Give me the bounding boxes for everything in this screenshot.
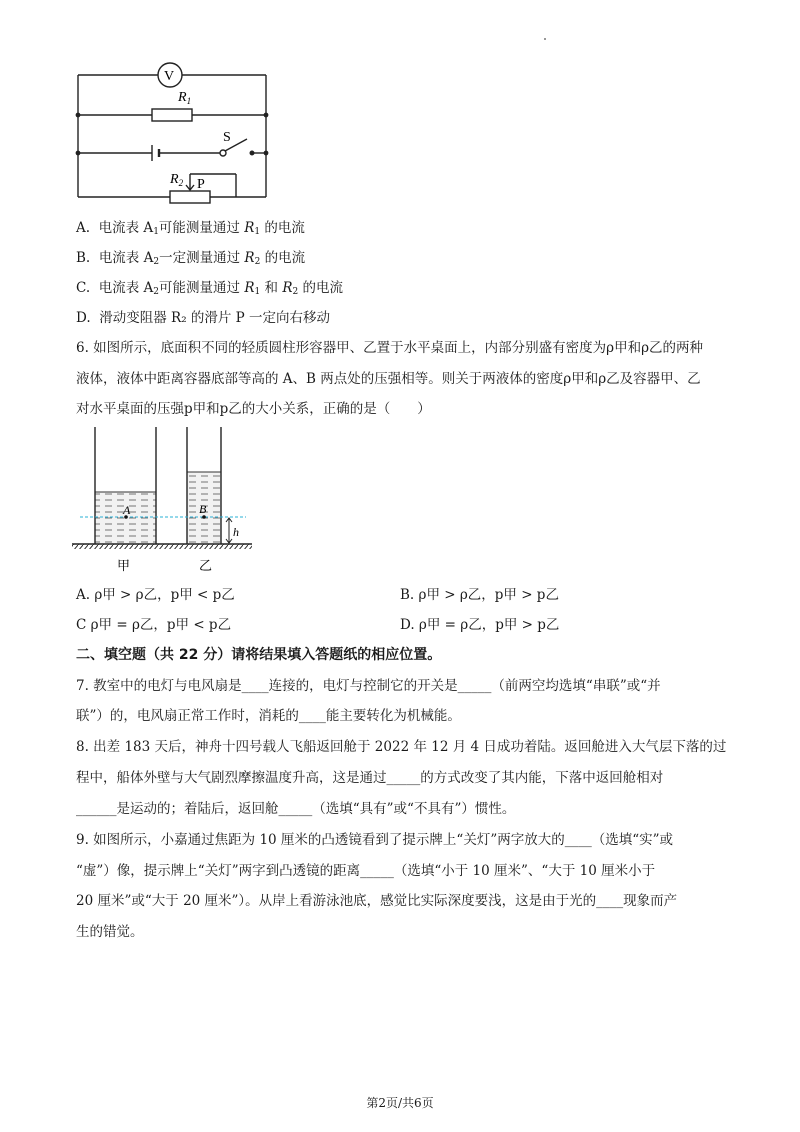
q6-option-c: C ρ甲 = ρ乙，p甲 < p乙 <box>76 617 232 633</box>
q6-option-a: A. ρ甲 > ρ乙，p甲 < p乙 <box>76 587 235 603</box>
q6-option-b: B. ρ甲 > ρ乙，p甲 > p乙 <box>400 587 559 603</box>
q6-line-2: 液体，液体中距离容器底部等高的 A、B 两点处的压强相等。则关于两液体的密度ρ甲和ρ乙及容器甲、乙 <box>76 371 701 387</box>
q9-line-4: 生的错觉。 <box>76 924 144 940</box>
container-jia-label: 甲 <box>117 559 131 574</box>
slider-label: P <box>197 177 205 192</box>
page-footer: 第2页/共6页 <box>366 1096 434 1110</box>
point-b-label: B <box>199 502 207 516</box>
q8-line-1: 8. 出差 183 天后，神舟十四号载人飞船返回舱于 2022 年 12 月 4 日成功着陆。返回舱进入大气层下落的过 <box>76 739 727 755</box>
containers-figure <box>68 425 268 575</box>
q6-option-d: D. ρ甲 = ρ乙，p甲 > p乙 <box>400 617 560 633</box>
switch-label: S <box>223 130 231 145</box>
q5-option-a: A. 电流表 $A_1$可能测量通过 $R_1$ 的电流 <box>76 220 305 237</box>
point-a-label: A <box>123 503 131 517</box>
q9-line-2: “虚”）像，提示牌上“关灯”两字到凸透镜的距离_____（选填“小于 10 厘米”、“大于 10 厘米小于 <box>76 863 656 879</box>
q9-line-1: 9. 如图所示，小嘉通过焦距为 10 厘米的凸透镜看到了提示牌上“关灯”两字放大的____（选填“实”或 <box>76 832 674 848</box>
q8-line-3: ______是运动的；着陆后，返回舱_____（选填“具有”或“不具有”）惯性。 <box>76 801 516 817</box>
r2-label: $R_2$ <box>170 172 184 188</box>
container-yi-label: 乙 <box>199 559 213 574</box>
q5-option-b: B. 电流表 $A_2$一定测量通过 $R_2$ 的电流 <box>76 250 306 267</box>
section-2-title: 二、填空题（共 22 分）请将结果填入答题纸的相应位置。 <box>76 647 442 663</box>
voltmeter-label: V <box>164 69 175 84</box>
q6-line-1: 6. 如图所示，底面积不同的轻质圆柱形容器甲、乙置于水平桌面上，内部分别盛有密度为ρ甲和ρ乙的两种 <box>76 340 704 356</box>
q8-line-2: 程中，船体外壁与大气剧烈摩擦温度升高，这是通过_____的方式改变了其内能，下落中返回舱相对 <box>76 770 664 786</box>
scan-dot <box>544 38 546 40</box>
height-label: h <box>233 525 239 539</box>
q5-option-d: D. 滑动变阻器 R₂ 的滑片 P 一定向右移动 <box>76 310 331 326</box>
q5-option-c: C. 电流表 $A_2$可能测量通过 $R_1$ 和 $R_2$ 的电流 <box>76 280 344 297</box>
q7-line-1: 7. 教室中的电灯与电风扇是____连接的，电灯与控制它的开关是_____（前两空均选填“串联”或“并 <box>76 678 661 694</box>
r1-label: $R_1$ <box>178 90 192 106</box>
q6-line-3: 对水平桌面的压强p甲和p乙的大小关系，正确的是（ ） <box>76 401 431 417</box>
q9-line-3: 20 厘米”或“大于 20 厘米”）。从岸上看游泳池底，感觉比实际深度要浅，这是由于光的____现象而产 <box>76 893 678 909</box>
circuit-diagram <box>60 55 290 215</box>
q7-line-2: 联”）的，电风扇正常工作时，消耗的____能主要转化为机械能。 <box>76 708 461 724</box>
